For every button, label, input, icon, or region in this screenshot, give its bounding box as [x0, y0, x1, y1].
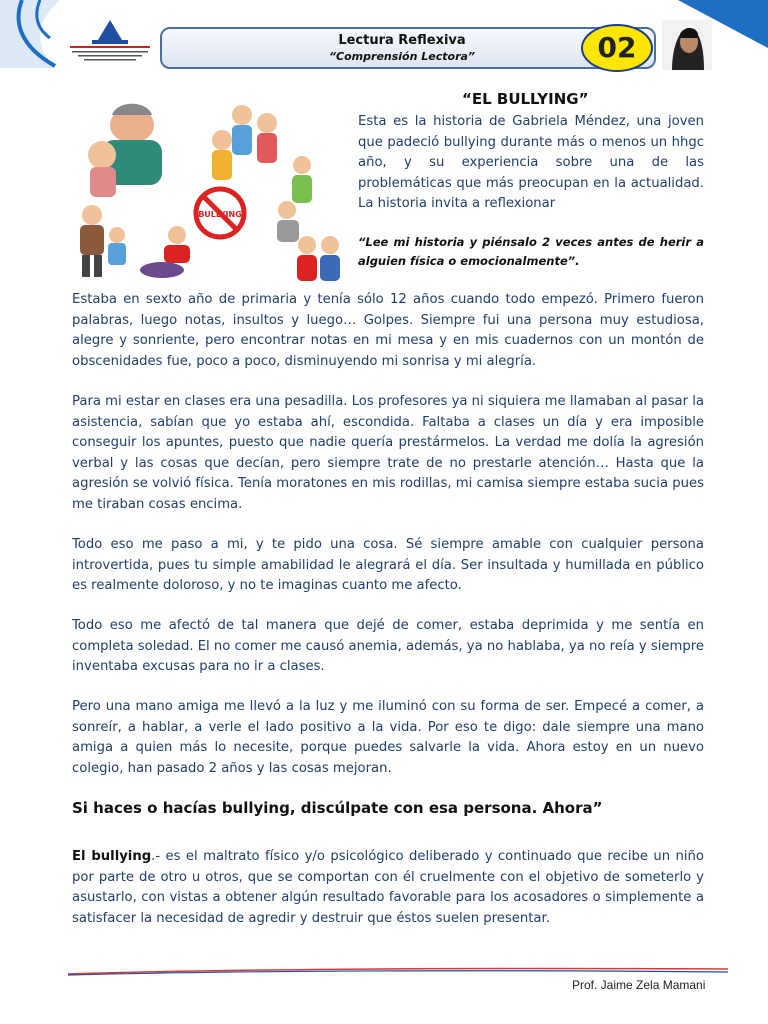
body-paragraph-1: Estaba en sexto año de primaria y tenía sólo 12 años cuando todo empezó. Primero fueron palabras, luego notas, insultos y luego… Golpes. Siempre fui una persona muy estudiosa, alegre y sonriente, pero encontrar notas en mi mesa y en mis cuadernos con un montón de obscenidades fue, poco a poco, disminuyendo mi sonrisa y mi alegría. — [72, 292, 704, 369]
lesson-number-badge: 02 — [581, 24, 653, 72]
definition-text: .- es el maltrato físico y/o psicológico deliberado y continuado que recibe un niño por parte de otro u otros, que se comportan con él cruelmente con el objetivo de someterlo y asustarlo, con vistas a obtener algún resultado favorable para los acosadores o simplemente a satisfacer la necesidad de agredir y destruir que éstos suelen presentar. — [72, 849, 704, 926]
quote-text: “Lee mi historia y piénsalo 2 veces antes de herir a alguien física o emocionalmente”. — [358, 235, 704, 268]
portrait-image — [662, 20, 712, 70]
body-paragraph-3: Todo eso me paso a mi, y te pido una cosa. Sé siempre amable con cualquier persona introvertida, pues tu simple amabilidad le alegrará el día. Ser insultada y humillada en público es realmente doloroso, y no te imaginas cuanto me afecto. — [72, 537, 704, 593]
bullying-illustration — [72, 95, 347, 285]
body-paragraph-4: Todo eso me afectó de tal manera que dejé de comer, estaba deprimida y me sentía en completa soledad. El no comer me causó anemia, además, ya no hablaba, ya no reía y siempre inventaba excusas para no ir a clases. — [72, 618, 704, 674]
sign-text: BULLYING — [198, 210, 242, 219]
definition-paragraph — [72, 847, 704, 929]
header-subtitle: “Comprensión Lectora” — [328, 50, 476, 63]
footer-divider — [68, 966, 728, 976]
call-to-action: Si haces o hacías bullying, discúlpate con esa persona. Ahora” — [72, 799, 603, 817]
ministry-logo — [62, 18, 158, 66]
intro-paragraph: Esta es la historia de Gabriela Méndez, una joven que padeció bullying durante más o menos un hhgc año, y su experiencia sobre una de las problemáticas que más preocupan en la actualidad. La historia invita a reflexionar — [358, 114, 704, 211]
body-paragraph-2: Para mi estar en clases era una pesadilla. Los profesores ya ni siquiera me llamaban al pasar la asistencia, sabían que yo estaba ahí, escondida. Faltaba a clases un día y era imposible conseguir los apuntes, puesto que nadie quería prestármelos. La verdad me dolía la agresión verbal y las cosas que decían, pero siempre trate de no prestarle atención… Hasta que la agresión se volvió física. Tenía moratones en mis rodillas, mi camisa siempre estaba sucia pues me tiraban cosas encima. — [72, 394, 704, 512]
header-title: Lectura Reflexiva — [338, 33, 466, 48]
footer-author: Prof. Jaime Zela Mamani — [572, 978, 706, 992]
body-paragraph-5: Pero una mano amiga me llevó a la luz y me iluminó con su forma de ser. Empecé a comer, a sonreír, a hablar, a verle el lado positivo a la vida. Por eso te digo: dale siempre una mano amiga a quien más lo necesite, porque puedes salvarle la vida. Ahora estoy en un nuevo colegio, han pasado 2 años y las cosas mejoran. — [72, 699, 704, 776]
article-title: “EL BULLYING” — [462, 90, 589, 108]
definition-term: El bullying — [72, 849, 152, 864]
